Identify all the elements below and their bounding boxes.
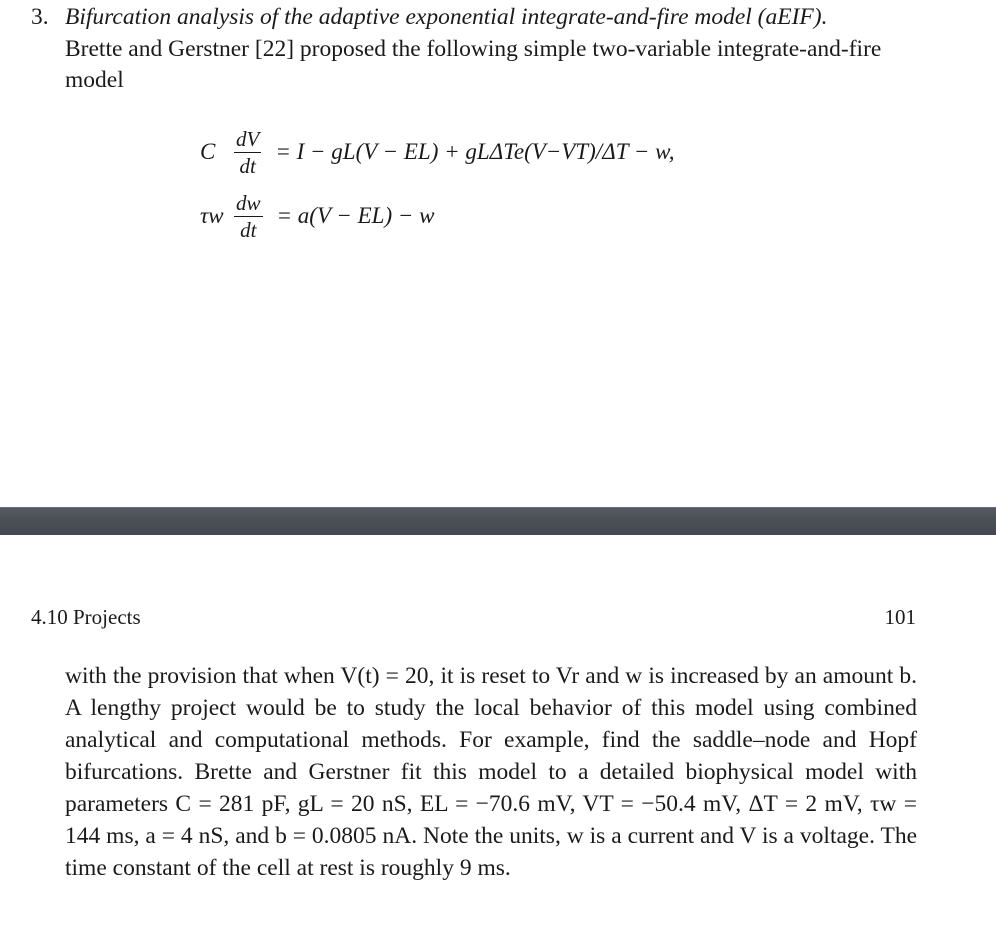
equation-voltage-rhs: = I − gL(V − EL) + gLΔTe(V−VT)/ΔT − w, — [275, 139, 675, 164]
equation-voltage — [200, 120, 674, 184]
equation-adaptation — [200, 184, 674, 248]
derivative-denominator: dt — [239, 153, 256, 178]
page-bottom — [0, 535, 996, 950]
derivative-numerator: dw — [236, 190, 261, 215]
page-number: 101 — [884, 605, 916, 629]
fraction-bar — [234, 152, 261, 153]
equation-block — [200, 120, 674, 248]
problem-intro: Brette and Gerstner [22] proposed the following simple two-variable integrate-and-fire model — [65, 35, 882, 93]
tau-w-symbol: τw — [200, 203, 224, 228]
page-separator — [0, 507, 996, 536]
derivative-numerator: dV — [236, 126, 260, 151]
equation-adaptation-rhs: = a(V − EL) − w — [276, 203, 435, 228]
derivative-denominator: dt — [240, 217, 257, 242]
problem-3 — [31, 2, 931, 97]
problem-title: Bifurcation analysis of the adaptive exponential integrate-and-fire model (aEIF). — [65, 4, 828, 30]
capacitance-symbol: C — [200, 139, 216, 164]
derivative-dv-dt — [234, 127, 261, 178]
problem-number: 3. — [31, 4, 49, 30]
running-header-section: 4.10 Projects — [31, 605, 141, 629]
derivative-dw-dt — [234, 191, 263, 242]
body-paragraph: with the provision that when V(t) = 20, it is reset to Vr and w is increased by an amount b. A lengthy project would be to study the local behavior of this model using combined analytical and computational methods. For example, find the saddle–node and Hopf bifurcations. Brette and Gerstner fit this model to a detailed biophysical model with parameters C = 281 pF, gL = 20 nS, EL = −70.6 mV, VT = −50.4 mV, ΔT = 2 mV, τw = 144 ms, a = 4 nS, and b = 0.0805 nA. Note the units, w is a current and V is a voltage. The time constant of the cell at rest is roughly 9 ms. — [65, 663, 917, 881]
fraction-bar — [234, 216, 263, 217]
